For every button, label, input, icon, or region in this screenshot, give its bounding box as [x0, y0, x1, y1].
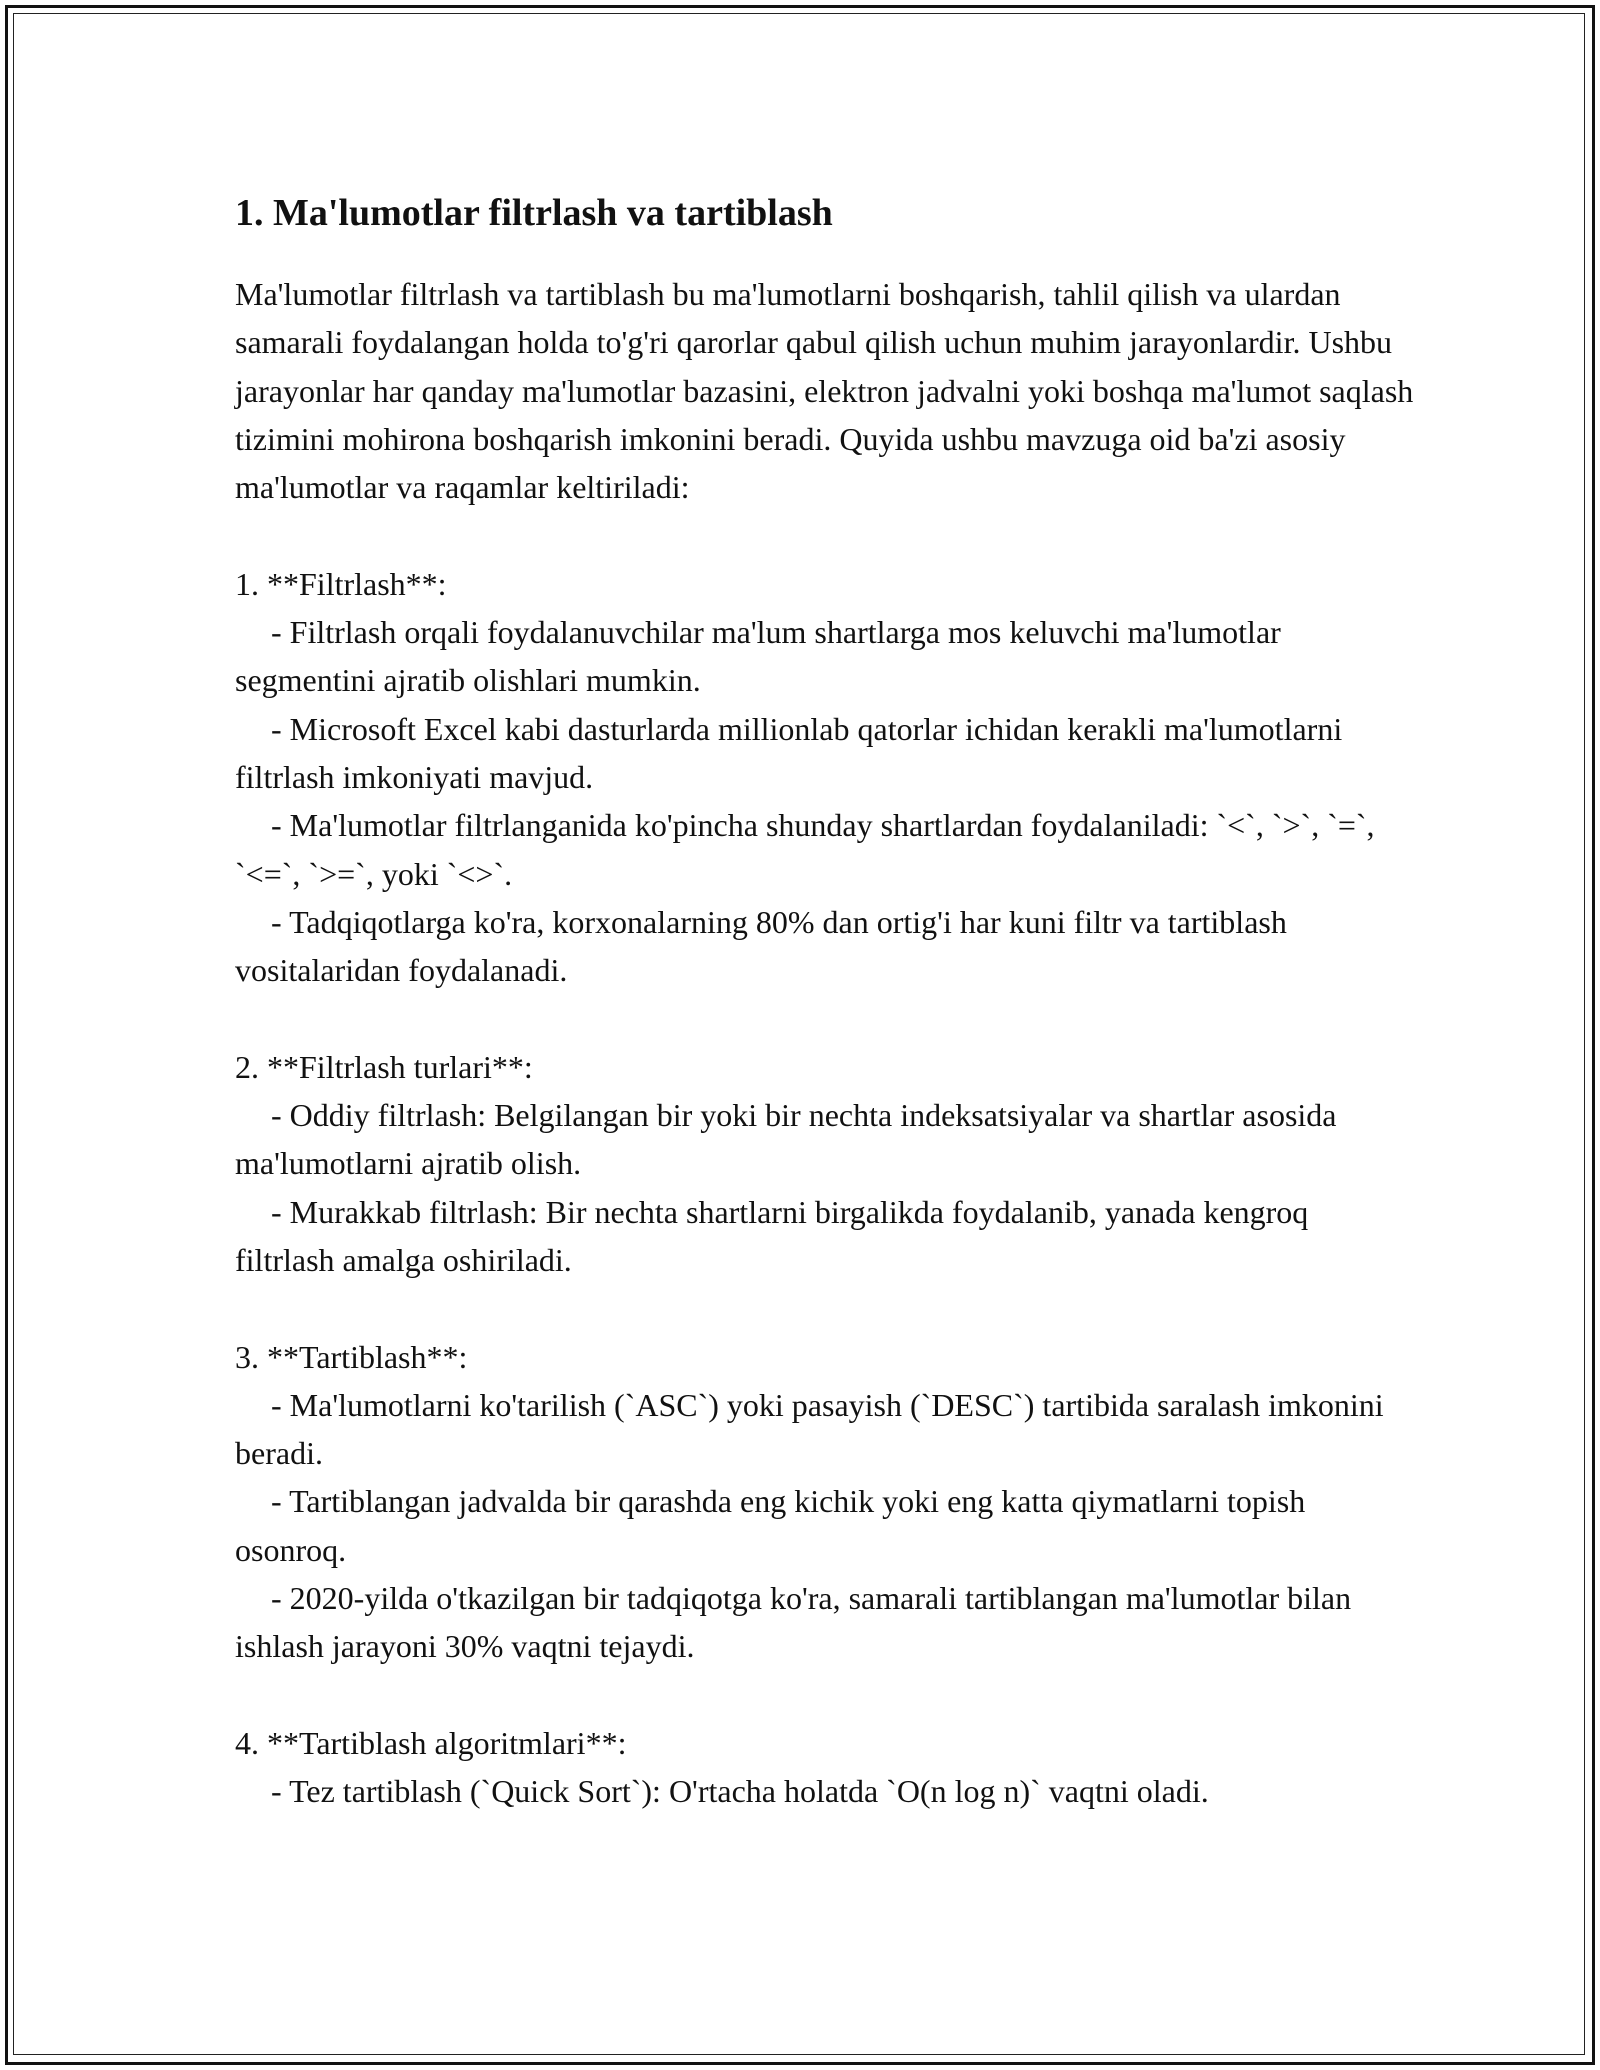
list-item: - Tadqiqotlarga ko'ra, korxonalarning 80% dan ortig'i har kuni filtr va tartiblash vositalaridan foydalanadi. [235, 903, 1287, 989]
section-heading: 1. **Filtrlash**: [235, 565, 447, 602]
section-filtrlash [235, 560, 1415, 995]
section-heading: 2. **Filtrlash turlari**: [235, 1048, 533, 1085]
list-item: - Ma'lumotlarni ko'tarilish (`ASC`) yoki pasayish (`DESC`) tartibida saralash imkonini beradi. [235, 1386, 1384, 1472]
list-item: - Oddiy filtrlash: Belgilangan bir yoki bir nechta indeksatsiyalar va shartlar asosida ma'lumotlarni ajratib olish. [235, 1097, 1337, 1182]
list-item: - Filtrlash orqali foydalanuvchilar ma'lum shartlarga mos keluvchi ma'lumotlar segmentini ajratib olishlari mumkin. [235, 614, 1281, 699]
spacer [235, 511, 1415, 559]
list-item: - Tartiblangan jadvalda bir qarashda eng kichik yoki eng katta qiymatlarni topish osonroq. [235, 1483, 1306, 1568]
section-tartiblash [235, 1333, 1415, 1671]
list-item: - Ma'lumotlar filtrlanganida ko'pincha shunday shartlardan foydalaniladi: `<`, `>`, `=`, `<=`, `>=`, yoki `<>`. [235, 807, 1375, 892]
list-item: - Microsoft Excel kabi dasturlarda millionlab qatorlar ichidan kerakli ma'lumotlarni filtrlash imkoniyati mavjud. [235, 710, 1343, 795]
spacer [235, 1284, 1415, 1332]
list-item: - 2020-yilda o'tkazilgan bir tadqiqotga ko'ra, samarali tartiblangan ma'lumotlar bilan ishlash jarayoni 30% vaqtni tejaydi. [235, 1580, 1352, 1665]
section-heading: 3. **Tartiblash**: [235, 1338, 468, 1375]
section-tartiblash-algoritmlari [235, 1719, 1415, 1816]
section-heading: 4. **Tartiblash algoritmlari**: [235, 1724, 627, 1761]
spacer [235, 1671, 1415, 1719]
spacer [235, 994, 1415, 1042]
intro-paragraph: Ma'lumotlar filtrlash va tartiblash bu ma'lumotlarni boshqarish, tahlil qilish va ulardan samarali foydalangan holda to'g'ri qarorlar qabul qilish uchun muhim jarayonlardir. Ushbu jarayonlar har qanday ma'lumotlar bazasini, elektron jadvalni yoki boshqa ma'lumot saqlash tizimini mohirona boshqarish imkonini beradi. Quyida ushbu mavzuga oid ba'zi asosiy ma'lumotlar va raqamlar keltiriladi: [235, 276, 1414, 506]
list-item: - Murakkab filtrlash: Bir nechta shartlarni birgalikda foydalanib, yanada kengroq filtrlash amalga oshiriladi. [235, 1193, 1309, 1278]
section-filtrlash-turlari [235, 1043, 1415, 1284]
document-body [235, 183, 1415, 1816]
list-item: - Tez tartiblash (`Quick Sort`): O'rtacha holatda `O(n log n)` vaqtni oladi. [271, 1773, 1209, 1810]
page-title: 1. Ma'lumotlar filtrlash va tartiblash [235, 192, 833, 234]
